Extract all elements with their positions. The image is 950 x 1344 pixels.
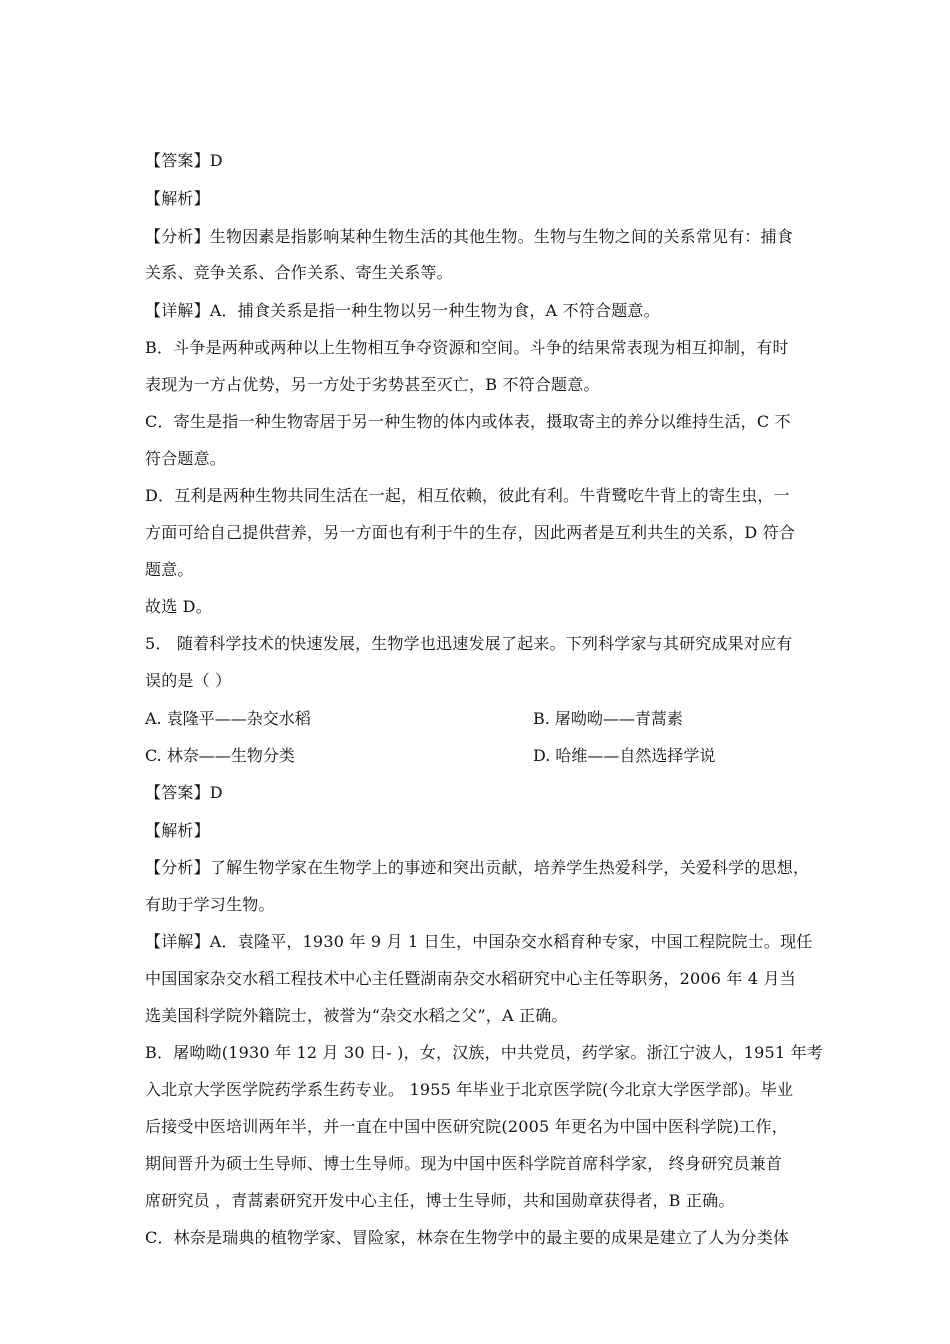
q5-analysis-line-2: 有助于学习生物。 [145,895,275,914]
q4-detail-c-line-2: 符合题意。 [145,449,227,468]
q4-detail-d-line-1: D．互利是两种生物共同生活在一起，相互依赖，彼此有利。牛背鹭吃牛背上的寄生虫，一 [145,486,790,505]
q4-detail-a: 【详解】A．捕食关系是指一种生物以另一种生物为食，A 不符合题意。 [145,301,660,320]
q5-detail-b-line-3: 后接受中医培训两年半，并一直在中国中医研究院(2005 年更名为中国中医科学院)工作， [145,1117,788,1136]
q5-detail-b-line-5: 席研究员 ，青蒿素研究开发中心主任，博士生导师，共和国勋章获得者，B 正确。 [145,1191,735,1210]
q5-analysis-heading: 【解析】 [145,821,210,840]
q5-analysis-line-1: 【分析】了解生物学家在生物学上的事迹和突出贡献，培养学生热爱科学，关爱科学的思想， [145,858,810,877]
q5-detail-a-line-3: 选美国科学院外籍院士，被誉为“杂交水稻之父”，A 正确。 [145,1006,568,1025]
q4-analysis-heading: 【解析】 [145,189,210,208]
q4-detail-c-line-1: C．寄生是指一种生物寄居于另一种生物的体内或体表，摄取寄主的养分以维持生活，C 不 [145,412,791,431]
q5-stem-line-1: 5． 随着科学技术的快速发展，生物学也迅速发展了起来。下列科学家与其研究成果对应有 [145,634,793,653]
q5-detail-b-line-2: 入北京大学医学院药学系生药专业。 1955 年毕业于北京医学院(今北京大学医学部)。毕业 [145,1080,794,1099]
q4-detail-d-line-2: 方面可给自己提供营养，另一方面也有利于牛的生存，因此两者是互利共生的关系，D 符合 [145,523,796,542]
q4-conclusion: 故选 D。 [145,597,212,616]
q5-detail-a-line-1: 【详解】A．袁隆平，1930 年 9 月 1 日生，中国杂交水稻育种专家，中国工程院院士。现任 [145,932,813,951]
q5-option-c: C. 林奈——生物分类 [145,746,295,765]
q5-detail-b-line-4: 期间晋升为硕士生导师、博士生导师。现为中国中医科学院首席科学家， 终身研究员兼首 [145,1154,783,1173]
q4-detail-b-line-1: B．斗争是两种或两种以上生物相互争夺资源和空间。斗争的结果常表现为相互抑制，有时 [145,338,789,357]
q5-option-a: A. 袁隆平——杂交水稻 [145,709,311,728]
q4-answer-line: 【答案】D [145,151,223,170]
q5-answer-line: 【答案】D [145,783,223,802]
q5-detail-b-line-1: B．屠呦呦(1930 年 12 月 30 日- )，女，汉族，中共党员，药学家。浙江宁波人，1951 年考 [145,1043,824,1062]
q4-analysis-line-2: 关系、竞争关系、合作关系、寄生关系等。 [145,263,453,282]
q5-option-b: B. 屠呦呦——青蒿素 [533,709,683,728]
q4-detail-d-line-3: 题意。 [145,560,194,579]
q4-analysis-line-1: 【分析】生物因素是指影响某种生物生活的其他生物。生物与生物之间的关系常见有：捕食 [145,227,794,246]
q4-detail-b-line-2: 表现为一方占优势，另一方处于劣势甚至灭亡，B 不符合题意。 [145,375,600,394]
q5-stem-line-2: 误的是（ ） [145,671,232,690]
q5-detail-a-line-2: 中国国家杂交水稻工程技术中心主任暨湖南杂交水稻研究中心主任等职务，2006 年 4 月当 [145,969,796,988]
q5-option-d: D. 哈维——自然选择学说 [533,746,716,765]
q5-detail-c-line-1: C．林奈是瑞典的植物学家、冒险家，林奈在生物学中的最主要的成果是建立了人为分类体 [145,1228,790,1247]
